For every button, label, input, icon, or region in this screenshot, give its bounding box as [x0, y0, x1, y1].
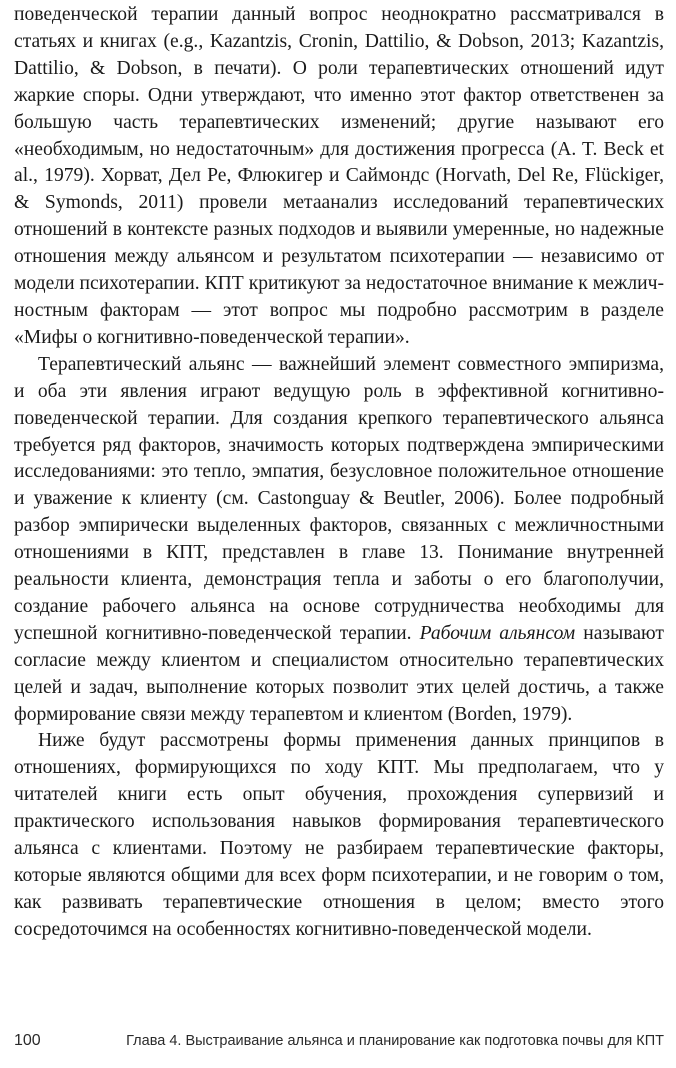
italic-term: Рабочим альянсом — [419, 622, 576, 644]
paragraph — [14, 352, 664, 729]
text-segment: поведенческой терапии данный вопрос неоднократно рассматривался в статьях и книгах (e.g., Kazantzis, Cronin, Dattilio, & Dobson, 2013; Kazantzis, Dattilio, & Dobson, в печати). О роли терапевтических отношений идут жаркие споры. Одни утверждают, что именно этот фактор ответственен за большую часть терапевтических изменений; другие называют его «необходимым, но недостаточным» для достижения прогресса (A. T. Beck et al., 1979). Хорват, Дел Ре, Флюкигер и Саймондс (Horvath, Del Re, Flückiger, & Symonds, 2011) провели метаанализ исследований терапевтических отношений в контексте разных подходов и выявили умеренные, но надежные отношения между альянсом и результатом психотерапии — независимо от модели психотерапии. КПТ критикуют за недостаточное внимание к межличностным факторам — этот вопрос мы подробно рассмотрим в разделе «Мифы о когнитивно-поведенческой терапии». — [14, 4, 664, 348]
page-footer — [14, 1030, 664, 1052]
text-segment: Ниже будут рассмотрены формы применения данных принципов в отношениях, формирующихся по ходу КПТ. Мы предполагаем, что у читателей книги есть опыт обучения, прохождения супервизий и практического использования навыков формирования терапевтического альянса с клиентами. Поэтому не разбираем терапевтические факторы, которые являются общими для всех форм психотерапии, и не говорим о том, как развивать терапевтические отношения в целом; вместо этого сосредоточимся на особенностях когнитивно-поведенческой модели. — [14, 730, 664, 940]
body-text — [14, 2, 664, 944]
text-segment: называют согласие между клиентом и специалистом относительно терапевтических целей и задач, выполнение которых позволит этих целей достичь, а также формирование связи между терапевтом и клиентом (Borden, 1979). — [14, 622, 664, 725]
text-segment: Терапевтический альянс — важнейший элемент совместного эмпиризма, и оба эти явления играют ведущую роль в эффективной когнитивно-поведенческой терапии. Для создания крепкого терапевтического альянса требуется ряд факторов, значимость которых подтверждена эмпирическими исследованиями: это тепло, эмпатия, безусловное положительное отношение и уважение к клиенту (см. Castonguay & Beutler, 2006). Более подробный разбор эмпирически выделенных факторов, связанных с межличностными отношениями в КПТ, представлен в главе 13. Понимание внутренней реальности клиента, демонстрация тепла и заботы о его благополучии, создание рабочего альянса на основе сотрудничества необходимы для успешной когнитивно-поведенческой терапии. — [14, 353, 664, 644]
paragraph — [14, 2, 664, 352]
paragraph — [14, 728, 664, 943]
running-head: Глава 4. Выстраивание альянса и планирование как подготовка почвы для КПТ — [126, 1033, 664, 1049]
page-number: 100 — [14, 1032, 41, 1049]
